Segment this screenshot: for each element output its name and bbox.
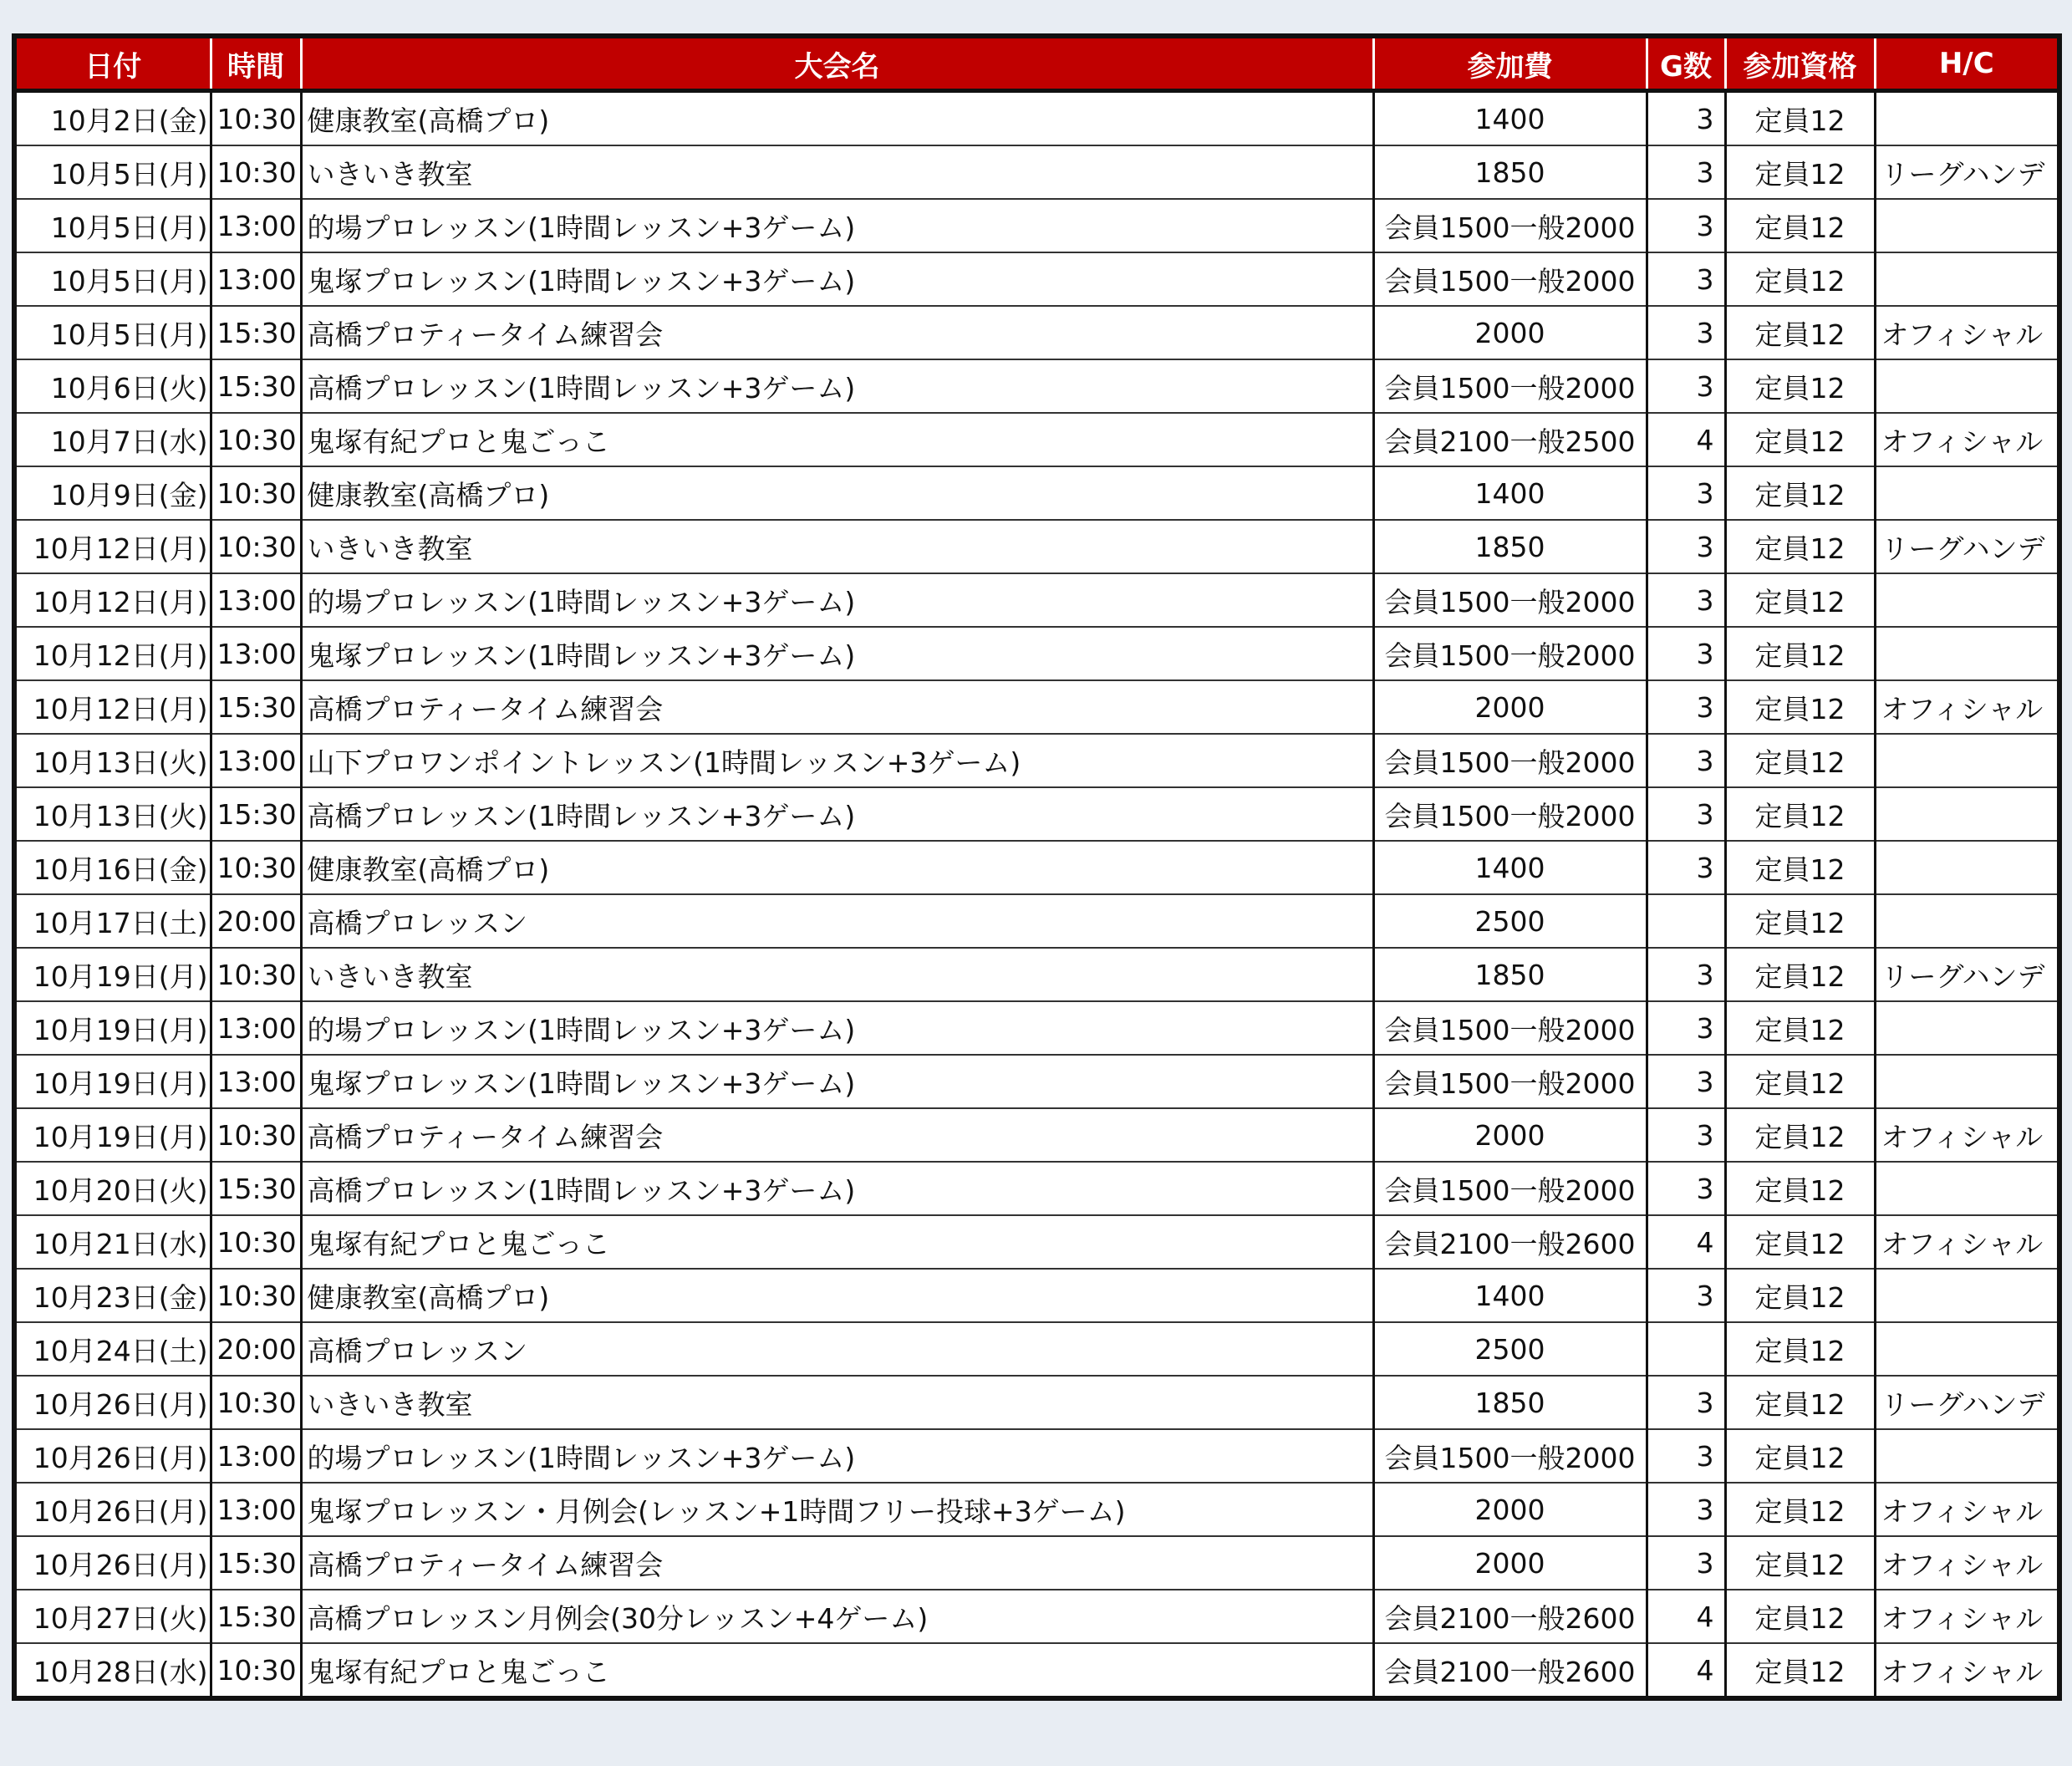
- cell-date: 10月9日(金): [17, 466, 211, 520]
- cell-fee: 会員1500一般2000: [1373, 252, 1647, 306]
- cell-event-name: 鬼塚プロレッスン(1時間レッスン+3ゲーム): [301, 252, 1373, 306]
- cell-event-name: 高橋プロレッスン: [301, 1322, 1373, 1376]
- cell-date: 10月12日(月): [17, 573, 211, 627]
- cell-time: 10:30: [211, 520, 301, 573]
- cell-fee: 会員1500一般2000: [1373, 573, 1647, 627]
- cell-event-name: 高橋プロティータイム練習会: [301, 306, 1373, 359]
- cell-handicap: オフィシャル: [1881, 1655, 2044, 1688]
- table-row: [17, 520, 2057, 573]
- schedule-table: [17, 38, 2057, 1696]
- table-row: [17, 1108, 2057, 1162]
- table-row: [17, 1215, 2057, 1269]
- cell-handicap: [1875, 199, 2057, 252]
- cell-date: 10月27日(火): [17, 1590, 211, 1643]
- cell-time: 13:00: [211, 1429, 301, 1483]
- cell-qualification: 定員12: [1725, 252, 1875, 306]
- cell-qualification: 定員12: [1725, 1162, 1875, 1215]
- cell-event-name: 鬼塚プロレッスン・月例会(レッスン+1時間フリー投球+3ゲーム): [301, 1483, 1373, 1536]
- cell-time: 13:00: [211, 627, 301, 680]
- header-date: 日付: [17, 38, 211, 91]
- cell-event-name: 鬼塚プロレッスン(1時間レッスン+3ゲーム): [301, 627, 1373, 680]
- table-row: [17, 1376, 2057, 1429]
- cell-handicap: リーグハンデ: [1875, 1376, 2057, 1429]
- cell-handicap: [1875, 734, 2057, 787]
- cell-time: 15:30: [211, 306, 301, 359]
- cell-time: 15:30: [211, 359, 301, 413]
- table-row: [17, 734, 2057, 787]
- cell-date: 10月12日(月): [17, 680, 211, 734]
- cell-qualification: 定員12: [1725, 1376, 1875, 1429]
- table-row: [17, 1162, 2057, 1215]
- cell-qualification: 定員12: [1725, 1643, 1875, 1696]
- table-row: [17, 1643, 2057, 1696]
- cell-games: 3: [1647, 199, 1725, 252]
- cell-handicap: オフィシャル: [1875, 413, 2057, 466]
- cell-event-name: 的場プロレッスン(1時間レッスン+3ゲーム): [301, 1429, 1373, 1483]
- cell-handicap: [1875, 627, 2057, 680]
- cell-time: 20:00: [211, 894, 301, 948]
- cell-fee: 会員1500一般2000: [1373, 199, 1647, 252]
- cell-qualification: 定員12: [1725, 413, 1875, 466]
- header-handicap: H/C: [1875, 38, 2057, 91]
- cell-qualification: 定員12: [1725, 841, 1875, 894]
- cell-games: 3: [1647, 734, 1725, 787]
- cell-time: 20:00: [211, 1322, 301, 1376]
- cell-event-name: 的場プロレッスン(1時間レッスン+3ゲーム): [301, 573, 1373, 627]
- cell-date: 10月7日(水): [17, 413, 211, 466]
- cell-handicap: [1875, 91, 2057, 146]
- cell-event-name: 高橋プロティータイム練習会: [301, 680, 1373, 734]
- cell-time: 13:00: [211, 1001, 301, 1055]
- cell-event-name: いきいき教室: [301, 948, 1373, 1001]
- cell-date: 10月2日(金): [17, 91, 211, 146]
- cell-qualification: 定員12: [1725, 948, 1875, 1001]
- cell-date: 10月13日(火): [17, 787, 211, 841]
- cell-qualification: 定員12: [1725, 894, 1875, 948]
- cell-event-name: 鬼塚有紀プロと鬼ごっこ: [301, 1215, 1373, 1269]
- cell-fee: 会員2100一般2600: [1373, 1215, 1647, 1269]
- cell-fee: 会員2100一般2500: [1373, 413, 1647, 466]
- cell-event-name: 高橋プロレッスン(1時間レッスン+3ゲーム): [301, 1162, 1373, 1215]
- cell-qualification: 定員12: [1725, 1108, 1875, 1162]
- cell-date: 10月26日(月): [17, 1483, 211, 1536]
- table-row: [17, 680, 2057, 734]
- cell-time: 13:00: [211, 1483, 301, 1536]
- cell-time: 10:30: [211, 91, 301, 146]
- cell-games: 3: [1647, 680, 1725, 734]
- cell-handicap: [1875, 466, 2057, 520]
- cell-games: 3: [1647, 91, 1725, 146]
- cell-date: 10月5日(月): [17, 306, 211, 359]
- cell-event-name: 健康教室(高橋プロ): [301, 1269, 1373, 1322]
- cell-handicap: リーグハンデ: [1875, 948, 2057, 1001]
- cell-date: 10月5日(月): [17, 199, 211, 252]
- cell-handicap: オフィシャル: [1875, 1483, 2057, 1536]
- cell-games: 3: [1647, 573, 1725, 627]
- cell-event-name: 高橋プロレッスン月例会(30分レッスン+4ゲーム): [301, 1590, 1373, 1643]
- cell-date: 10月16日(金): [17, 841, 211, 894]
- cell-event-name: いきいき教室: [301, 1376, 1373, 1429]
- cell-time: 15:30: [211, 1162, 301, 1215]
- cell-event-name: 健康教室(高橋プロ): [301, 466, 1373, 520]
- cell-handicap: [1875, 1055, 2057, 1108]
- cell-time: 10:30: [211, 841, 301, 894]
- cell-handicap: [1875, 1162, 2057, 1215]
- cell-fee: 1850: [1373, 1376, 1647, 1429]
- table-body: [17, 91, 2057, 1697]
- cell-fee: 会員1500一般2000: [1373, 1429, 1647, 1483]
- header-time: 時間: [211, 38, 301, 91]
- cell-fee: 会員1500一般2000: [1373, 1055, 1647, 1108]
- cell-games: 3: [1647, 1269, 1725, 1322]
- table-row: [17, 1590, 2057, 1643]
- cell-games: 3: [1647, 1001, 1725, 1055]
- cell-games: 3: [1647, 466, 1725, 520]
- cell-qualification: 定員12: [1725, 306, 1875, 359]
- table-row: [17, 413, 2057, 466]
- table-row: [17, 573, 2057, 627]
- table-row: [17, 1322, 2057, 1376]
- cell-qualification: 定員12: [1725, 359, 1875, 413]
- cell-time: 10:30: [211, 145, 301, 199]
- cell-event-name: 高橋プロレッスン: [301, 894, 1373, 948]
- cell-handicap: [1875, 359, 2057, 413]
- table-row: [17, 894, 2057, 948]
- cell-fee: 会員1500一般2000: [1373, 1001, 1647, 1055]
- cell-fee: 2000: [1373, 1483, 1647, 1536]
- cell-date: 10月19日(月): [17, 1001, 211, 1055]
- cell-handicap: [1875, 787, 2057, 841]
- cell-fee: 会員1500一般2000: [1373, 627, 1647, 680]
- cell-fee: 1850: [1373, 520, 1647, 573]
- cell-time: 13:00: [211, 1055, 301, 1108]
- table-row: [17, 787, 2057, 841]
- cell-handicap: オフィシャル: [1875, 680, 2057, 734]
- cell-qualification: 定員12: [1725, 1055, 1875, 1108]
- cell-event-name: 鬼塚プロレッスン(1時間レッスン+3ゲーム): [301, 1055, 1373, 1108]
- cell-date: 10月26日(月): [17, 1429, 211, 1483]
- cell-handicap: オフィシャル: [1875, 306, 2057, 359]
- cell-fee: 会員2100一般2600: [1373, 1643, 1647, 1696]
- cell-games: 4: [1647, 1643, 1725, 1696]
- cell-date: 10月19日(月): [17, 1055, 211, 1108]
- cell-time: 10:30: [211, 413, 301, 466]
- cell-qualification: 定員12: [1725, 787, 1875, 841]
- cell-games: 3: [1647, 359, 1725, 413]
- cell-time: 13:00: [211, 199, 301, 252]
- cell-handicap: リーグハンデ: [1875, 520, 2057, 573]
- cell-time: 10:30: [211, 466, 301, 520]
- cell-games: [1647, 894, 1725, 948]
- cell-time: 13:00: [211, 252, 301, 306]
- cell-fee: 1400: [1373, 1269, 1647, 1322]
- cell-time: 10:30: [211, 1269, 301, 1322]
- cell-handicap: [1875, 1429, 2057, 1483]
- cell-event-name: いきいき教室: [301, 145, 1373, 199]
- table-row: [17, 199, 2057, 252]
- cell-event-name: 鬼塚有紀プロと鬼ごっこ: [301, 413, 1373, 466]
- cell-fee: 会員1500一般2000: [1373, 787, 1647, 841]
- cell-date: 10月6日(火): [17, 359, 211, 413]
- cell-qualification: 定員12: [1725, 627, 1875, 680]
- cell-qualification: 定員12: [1725, 1429, 1875, 1483]
- cell-games: 3: [1647, 252, 1725, 306]
- cell-handicap: [1875, 894, 2057, 948]
- table-row: [17, 1055, 2057, 1108]
- table-row: [17, 1001, 2057, 1055]
- cell-event-name: 高橋プロレッスン(1時間レッスン+3ゲーム): [301, 787, 1373, 841]
- cell-qualification: 定員12: [1725, 573, 1875, 627]
- cell-date: 10月26日(月): [17, 1376, 211, 1429]
- header-fee: 参加費: [1373, 38, 1647, 91]
- cell-fee: 1850: [1373, 145, 1647, 199]
- table-row: [17, 948, 2057, 1001]
- cell-fee: 2000: [1373, 680, 1647, 734]
- table-row: [17, 306, 2057, 359]
- cell-games: 3: [1647, 1483, 1725, 1536]
- cell-date: 10月13日(火): [17, 734, 211, 787]
- cell-games: 3: [1647, 1429, 1725, 1483]
- cell-games: 3: [1647, 306, 1725, 359]
- cell-time: 10:30: [211, 948, 301, 1001]
- cell-event-name: 的場プロレッスン(1時間レッスン+3ゲーム): [301, 199, 1373, 252]
- cell-qualification: 定員12: [1725, 91, 1875, 146]
- cell-handicap: [1875, 841, 2057, 894]
- cell-time: 10:30: [211, 1376, 301, 1429]
- cell-event-name: 山下プロワンポイントレッスン(1時間レッスン+3ゲーム): [301, 734, 1373, 787]
- cell-time: 15:30: [211, 680, 301, 734]
- cell-qualification: 定員12: [1725, 1322, 1875, 1376]
- cell-qualification: 定員12: [1725, 734, 1875, 787]
- cell-handicap: [1875, 1269, 2057, 1322]
- cell-qualification: 定員12: [1725, 1215, 1875, 1269]
- cell-fee: 1400: [1373, 841, 1647, 894]
- cell-time: 10:30: [211, 1643, 301, 1696]
- table-row: [17, 91, 2057, 146]
- cell-fee: 会員1500一般2000: [1373, 1162, 1647, 1215]
- cell-event-name: 高橋プロレッスン(1時間レッスン+3ゲーム): [301, 359, 1373, 413]
- cell-games: 3: [1647, 1055, 1725, 1108]
- cell-qualification: 定員12: [1725, 1269, 1875, 1322]
- cell-handicap: [1875, 573, 2057, 627]
- cell-games: 3: [1647, 1376, 1725, 1429]
- cell-time: 13:00: [211, 734, 301, 787]
- cell-games: 3: [1647, 1162, 1725, 1215]
- cell-handicap: オフィシャル: [1875, 1536, 2057, 1590]
- cell-date: 10月17日(土): [17, 894, 211, 948]
- cell-games: 4: [1647, 413, 1725, 466]
- cell-qualification: 定員12: [1725, 466, 1875, 520]
- cell-games: 3: [1647, 1536, 1725, 1590]
- table-row: [17, 1269, 2057, 1322]
- cell-qualification: 定員12: [1725, 1001, 1875, 1055]
- cell-date: 10月21日(水): [17, 1215, 211, 1269]
- cell-games: [1647, 1322, 1725, 1376]
- cell-games: 3: [1647, 948, 1725, 1001]
- cell-games: 3: [1647, 1108, 1725, 1162]
- header-games: G数: [1647, 38, 1725, 91]
- cell-time: 10:30: [211, 1108, 301, 1162]
- header-qualification: 参加資格: [1725, 38, 1875, 91]
- cell-handicap: [1875, 1322, 2057, 1376]
- cell-fee: 2000: [1373, 306, 1647, 359]
- cell-date: 10月20日(火): [17, 1162, 211, 1215]
- table-row: [17, 145, 2057, 199]
- cell-handicap: オフィシャル: [1875, 1215, 2057, 1269]
- cell-handicap: [1875, 252, 2057, 306]
- cell-date: 10月5日(月): [17, 252, 211, 306]
- cell-date: 10月24日(土): [17, 1322, 211, 1376]
- cell-event-name: 的場プロレッスン(1時間レッスン+3ゲーム): [301, 1001, 1373, 1055]
- cell-fee: 2500: [1373, 1322, 1647, 1376]
- cell-time: 15:30: [211, 1590, 301, 1643]
- cell-event-name: 高橋プロティータイム練習会: [301, 1108, 1373, 1162]
- cell-qualification: 定員12: [1725, 680, 1875, 734]
- cell-qualification: 定員12: [1725, 1536, 1875, 1590]
- cell-qualification: 定員12: [1725, 1590, 1875, 1643]
- cell-event-name: 鬼塚有紀プロと鬼ごっこ: [301, 1643, 1373, 1696]
- cell-qualification: 定員12: [1725, 145, 1875, 199]
- cell-date: 10月19日(月): [17, 1108, 211, 1162]
- table-row: [17, 466, 2057, 520]
- cell-event-name: 健康教室(高橋プロ): [301, 841, 1373, 894]
- cell-games: 4: [1647, 1215, 1725, 1269]
- table-row: [17, 359, 2057, 413]
- cell-handicap: オフィシャル: [1875, 1590, 2057, 1643]
- cell-time: 15:30: [211, 1536, 301, 1590]
- cell-event-name: 健康教室(高橋プロ): [301, 91, 1373, 146]
- cell-time: 10:30: [211, 1215, 301, 1269]
- table-row: [17, 252, 2057, 306]
- table-row: [17, 627, 2057, 680]
- cell-fee: 1400: [1373, 91, 1647, 146]
- cell-games: 3: [1647, 145, 1725, 199]
- cell-games: 3: [1647, 520, 1725, 573]
- cell-fee: 会員1500一般2000: [1373, 734, 1647, 787]
- cell-time: 13:00: [211, 573, 301, 627]
- cell-event-name: 高橋プロティータイム練習会: [301, 1536, 1373, 1590]
- cell-fee: 2000: [1373, 1108, 1647, 1162]
- table-row: [17, 1429, 2057, 1483]
- schedule-frame: [12, 33, 2062, 1701]
- cell-games: 3: [1647, 841, 1725, 894]
- cell-games: 4: [1647, 1590, 1725, 1643]
- cell-handicap: リーグハンデ: [1875, 145, 2057, 199]
- cell-fee: 1400: [1373, 466, 1647, 520]
- cell-fee: 会員1500一般2000: [1373, 359, 1647, 413]
- header-event-name: 大会名: [301, 38, 1373, 91]
- cell-games: 3: [1647, 787, 1725, 841]
- cell-date: 10月12日(月): [17, 520, 211, 573]
- cell-date: 10月12日(月): [17, 627, 211, 680]
- cell-time: 15:30: [211, 787, 301, 841]
- cell-date: 10月28日(水): [17, 1643, 211, 1696]
- cell-fee: 会員2100一般2600: [1373, 1590, 1647, 1643]
- cell-games: 3: [1647, 627, 1725, 680]
- table-row: [17, 841, 2057, 894]
- cell-fee: 1850: [1373, 948, 1647, 1001]
- cell-qualification: 定員12: [1725, 520, 1875, 573]
- cell-handicap: [1875, 1001, 2057, 1055]
- cell-handicap: オフィシャル: [1875, 1108, 2057, 1162]
- cell-fee: 2000: [1373, 1536, 1647, 1590]
- cell-date: 10月23日(金): [17, 1269, 211, 1322]
- cell-fee: 2500: [1373, 894, 1647, 948]
- cell-qualification: 定員12: [1725, 1483, 1875, 1536]
- header-row: [17, 38, 2057, 91]
- cell-event-name: いきいき教室: [301, 520, 1373, 573]
- cell-date: 10月19日(月): [17, 948, 211, 1001]
- cell-qualification: 定員12: [1725, 199, 1875, 252]
- cell-date: 10月26日(月): [17, 1536, 211, 1590]
- table-row: [17, 1483, 2057, 1536]
- table-row: [17, 1536, 2057, 1590]
- cell-date: 10月5日(月): [17, 145, 211, 199]
